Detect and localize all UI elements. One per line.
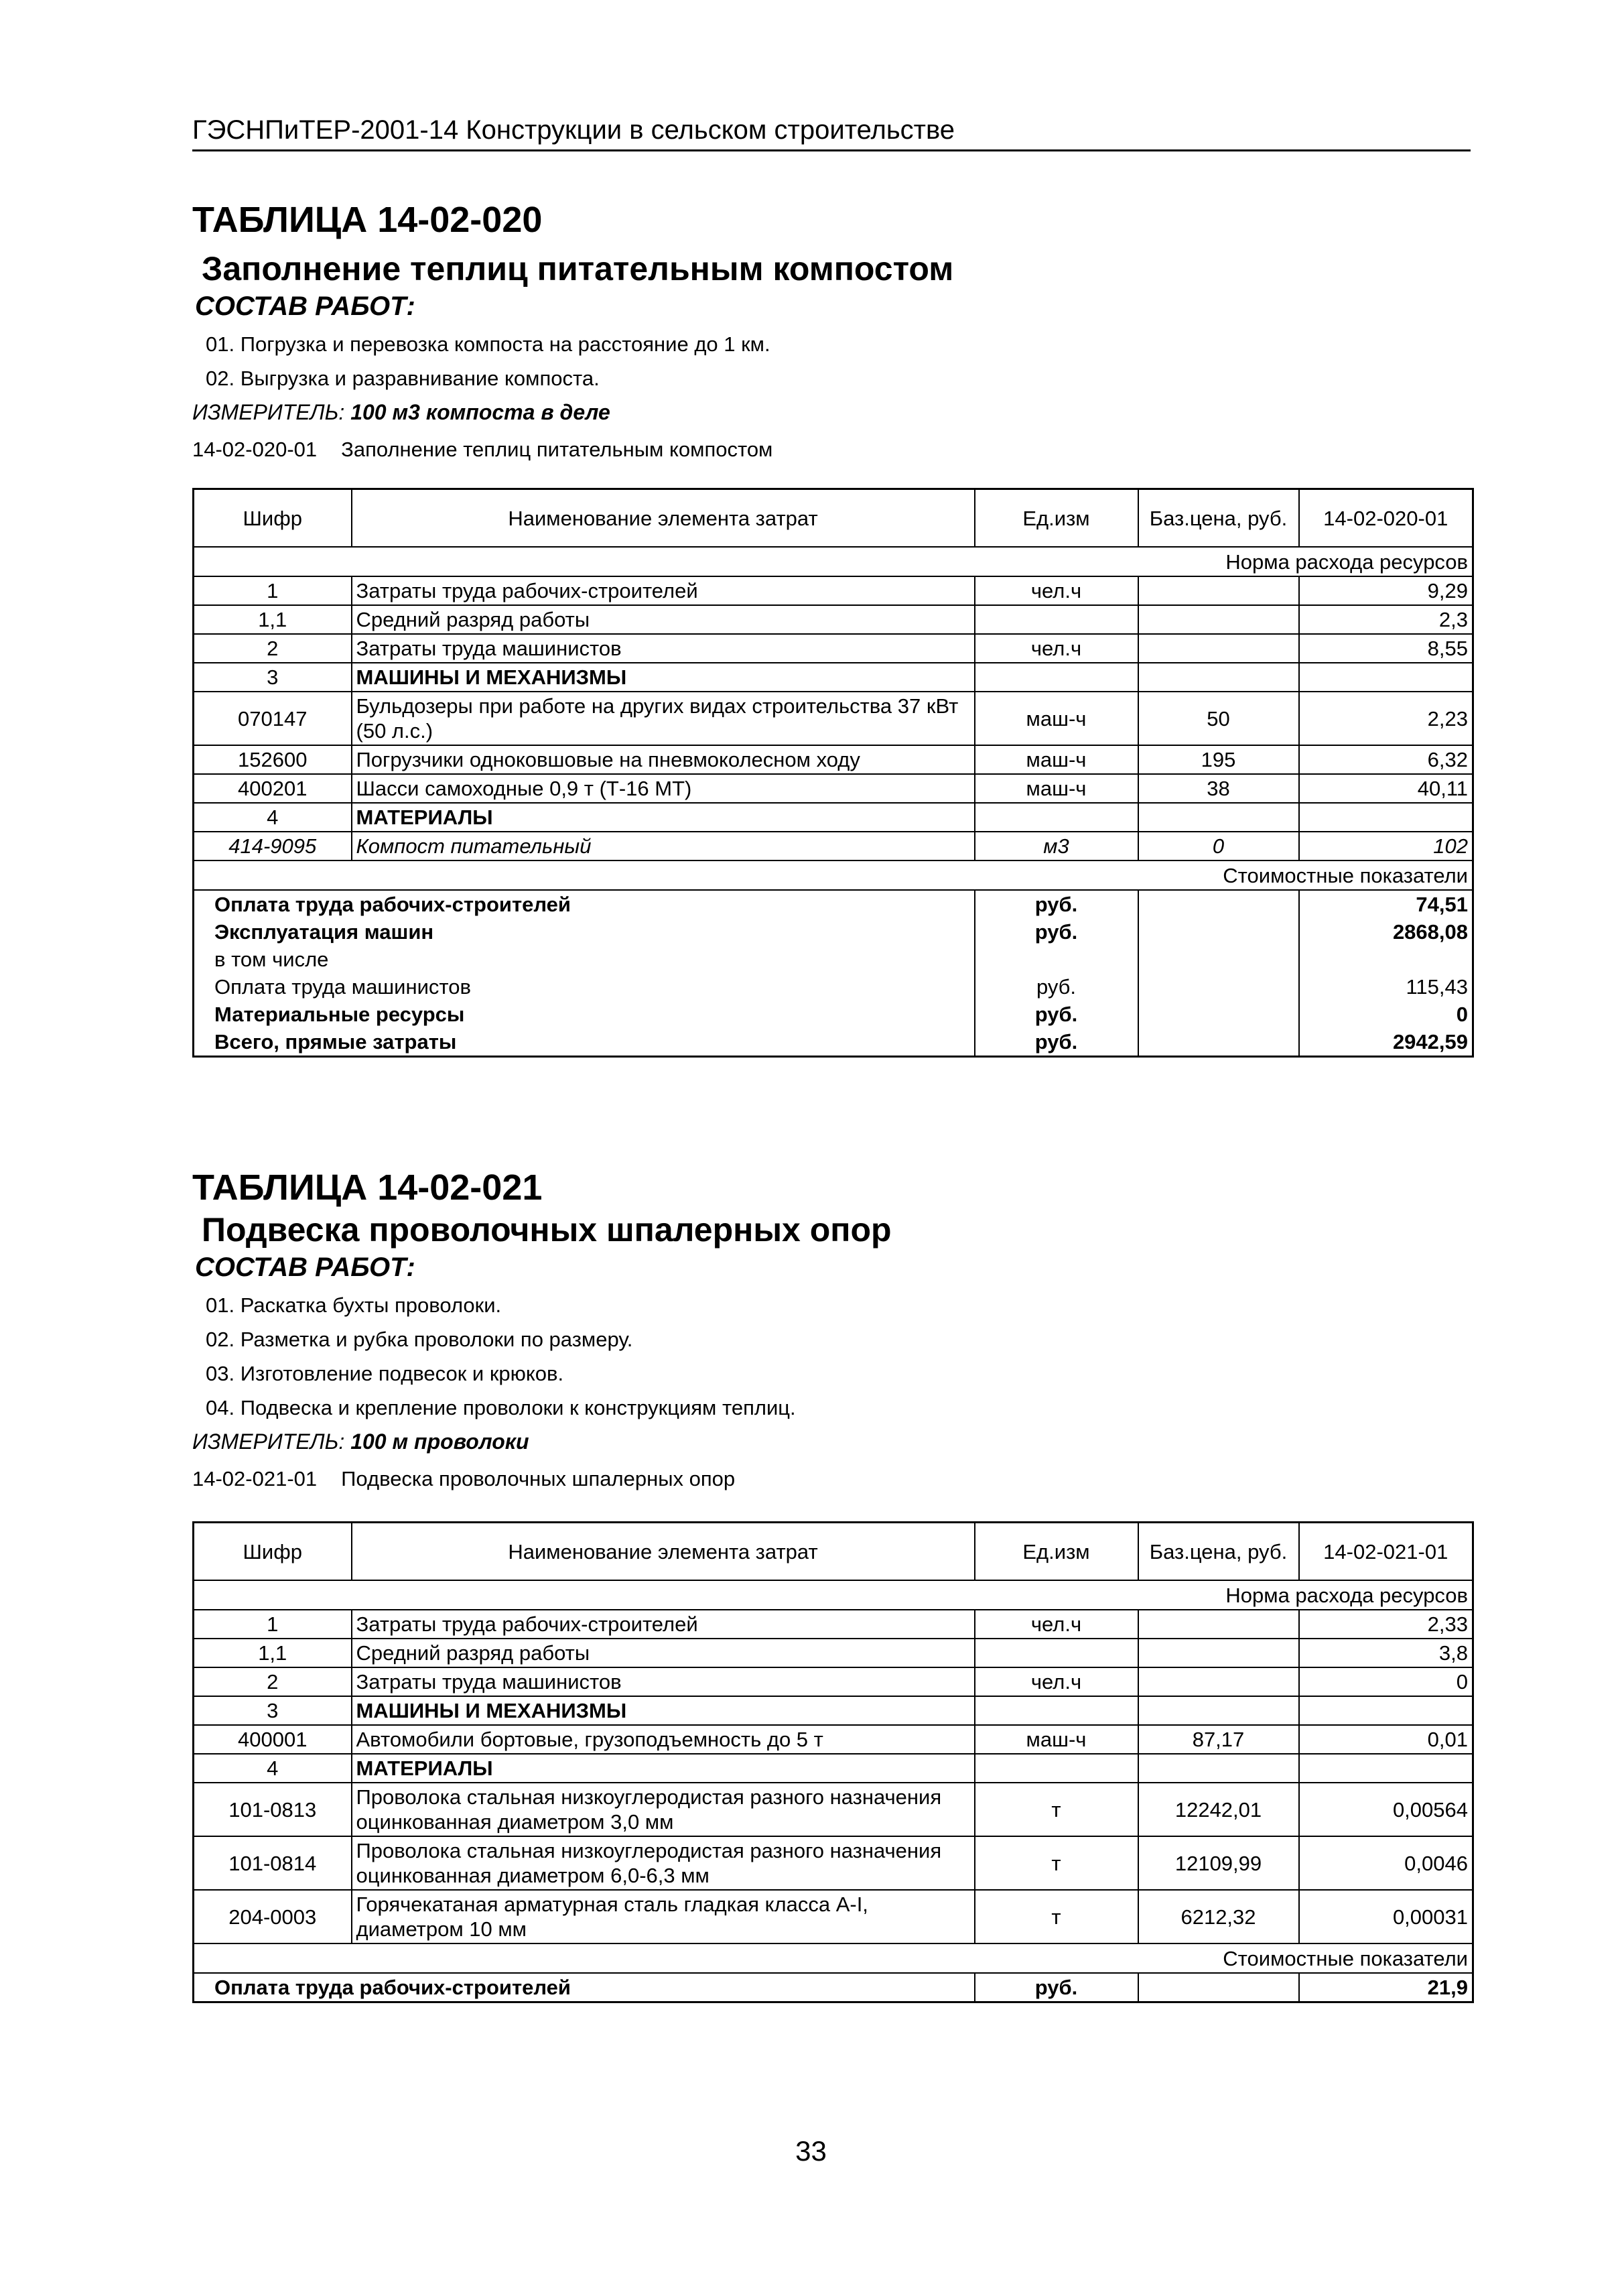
summary-name: Эксплуатация машин xyxy=(194,918,975,946)
summary-unit: руб. xyxy=(975,1001,1138,1028)
row-code: 3 xyxy=(194,663,352,692)
row-price xyxy=(1138,634,1299,663)
table-row xyxy=(194,1696,1473,1725)
row-name: Проволока стальная низкоуглеродистая разного назначения оцинкованная диаметром 3,0 мм xyxy=(352,1783,975,1836)
summary-price xyxy=(1138,1001,1299,1028)
row-value xyxy=(1299,1754,1473,1783)
cost-label: Стоимостные показатели xyxy=(194,860,1473,890)
summary-row xyxy=(194,1001,1473,1028)
row-value xyxy=(1299,663,1473,692)
summary-price xyxy=(1138,946,1299,973)
summary-row xyxy=(194,1973,1473,2002)
row-value: 0,0046 xyxy=(1299,1836,1473,1890)
row-unit: маш-ч xyxy=(975,1725,1138,1754)
row-price xyxy=(1138,1610,1299,1639)
section-subtitle: Заполнение теплиц питательным компостом xyxy=(202,250,954,288)
summary-value: 2942,59 xyxy=(1299,1028,1473,1057)
summary-name: Оплата труда рабочих-строителей xyxy=(194,890,975,918)
row-name: Шасси самоходные 0,9 т (Т-16 МТ) xyxy=(352,774,975,803)
column-header: 14-02-021-01 xyxy=(1299,1523,1473,1581)
summary-name: в том числе xyxy=(194,946,975,973)
row-unit: чел.ч xyxy=(975,576,1138,605)
row-unit xyxy=(975,1639,1138,1667)
row-value: 2,23 xyxy=(1299,692,1473,745)
table-header-row xyxy=(194,1523,1473,1581)
table-row xyxy=(194,1610,1473,1639)
measure xyxy=(192,1425,1472,1458)
table-row xyxy=(194,1667,1473,1696)
row-name: Затраты труда машинистов xyxy=(352,1667,975,1696)
table-row xyxy=(194,1836,1473,1890)
norm-code-line xyxy=(192,1458,1472,1500)
row-value: 8,55 xyxy=(1299,634,1473,663)
row-unit: чел.ч xyxy=(975,634,1138,663)
row-code: 152600 xyxy=(194,745,352,774)
section-14-02-020 xyxy=(192,198,1472,1054)
row-price xyxy=(1138,663,1299,692)
row-code: 3 xyxy=(194,1696,352,1725)
norm-code-name: Подвеска проволочных шпалерных опор xyxy=(341,1467,736,1490)
summary-unit: руб. xyxy=(975,973,1138,1001)
table-row xyxy=(194,803,1473,832)
row-name: МАТЕРИАЛЫ xyxy=(352,1754,975,1783)
row-code: 400001 xyxy=(194,1725,352,1754)
section-14-02-021 xyxy=(192,1166,1472,1999)
column-header: Шифр xyxy=(194,489,352,548)
norm-label: Норма расхода ресурсов xyxy=(194,547,1473,576)
cost-label: Стоимостные показатели xyxy=(194,1943,1473,1973)
column-header: Наименование элемента затрат xyxy=(352,1523,975,1581)
row-price: 12242,01 xyxy=(1138,1783,1299,1836)
row-price: 195 xyxy=(1138,745,1299,774)
row-unit xyxy=(975,605,1138,634)
measure xyxy=(192,395,1472,429)
column-header: 14-02-020-01 xyxy=(1299,489,1473,548)
row-price xyxy=(1138,1667,1299,1696)
row-name: Затраты труда машинистов xyxy=(352,634,975,663)
row-code: 4 xyxy=(194,1754,352,1783)
row-price: 6212,32 xyxy=(1138,1890,1299,1943)
work-item: 04. Подвеска и крепление проволоки к конструкциям теплиц. xyxy=(206,1396,796,1419)
row-name: МАШИНЫ И МЕХАНИЗМЫ xyxy=(352,1696,975,1725)
works-label: СОСТАВ РАБОТ: xyxy=(195,292,415,321)
table-row xyxy=(194,1754,1473,1783)
table-row xyxy=(194,1783,1473,1836)
cost-band-row xyxy=(194,1943,1473,1973)
summary-value: 2868,08 xyxy=(1299,918,1473,946)
row-name: Компост питательный xyxy=(352,832,975,860)
row-code: 070147 xyxy=(194,692,352,745)
works-list xyxy=(192,1288,1472,1425)
row-value: 40,11 xyxy=(1299,774,1473,803)
row-unit: м3 xyxy=(975,832,1138,860)
row-price xyxy=(1138,576,1299,605)
row-name: Бульдозеры при работе на других видах строительства 37 кВт (50 л.с.) xyxy=(352,692,975,745)
row-code: 101-0813 xyxy=(194,1783,352,1836)
norm-label: Норма расхода ресурсов xyxy=(194,1580,1473,1610)
page-header: ГЭСНПиТЕР-2001-14 Конструкции в сельском строительстве xyxy=(192,115,1471,151)
summary-row xyxy=(194,946,1473,973)
summary-price xyxy=(1138,918,1299,946)
summary-value xyxy=(1299,946,1473,973)
page-number: 33 xyxy=(795,2135,827,2167)
summary-value: 74,51 xyxy=(1299,890,1473,918)
work-item: 01. Раскатка бухты проволоки. xyxy=(206,1293,502,1317)
row-name: Затраты труда рабочих-строителей xyxy=(352,1610,975,1639)
summary-price xyxy=(1138,1028,1299,1057)
summary-unit xyxy=(975,946,1138,973)
row-value: 2,3 xyxy=(1299,605,1473,634)
row-code: 414-9095 xyxy=(194,832,352,860)
row-name: Горячекатаная арматурная сталь гладкая класса А-I, диаметром 10 мм xyxy=(352,1890,975,1943)
norm-code-line xyxy=(192,429,1472,470)
summary-value: 21,9 xyxy=(1299,1973,1473,2002)
resource-table xyxy=(192,488,1474,1058)
resource-table xyxy=(192,1521,1474,2003)
row-value: 9,29 xyxy=(1299,576,1473,605)
row-name: Средний разряд работы xyxy=(352,1639,975,1667)
summary-price xyxy=(1138,973,1299,1001)
row-name: МАТЕРИАЛЫ xyxy=(352,803,975,832)
row-name: Средний разряд работы xyxy=(352,605,975,634)
table-row xyxy=(194,663,1473,692)
row-value: 0,01 xyxy=(1299,1725,1473,1754)
row-price xyxy=(1138,1639,1299,1667)
summary-price xyxy=(1138,890,1299,918)
row-value xyxy=(1299,1696,1473,1725)
summary-value: 115,43 xyxy=(1299,973,1473,1001)
summary-name: Оплата труда машинистов xyxy=(194,973,975,1001)
table-row xyxy=(194,634,1473,663)
row-value: 6,32 xyxy=(1299,745,1473,774)
row-value: 102 xyxy=(1299,832,1473,860)
work-item: 03. Изготовление подвесок и крюков. xyxy=(206,1362,564,1385)
row-value: 0,00031 xyxy=(1299,1890,1473,1943)
column-header: Баз.цена, руб. xyxy=(1138,1523,1299,1581)
column-header: Ед.изм xyxy=(975,1523,1138,1581)
table-row xyxy=(194,832,1473,860)
section-title: ТАБЛИЦА 14-02-020 xyxy=(192,200,543,240)
row-price: 87,17 xyxy=(1138,1725,1299,1754)
work-item: 02. Выгрузка и разравнивание компоста. xyxy=(206,367,600,390)
row-unit: т xyxy=(975,1836,1138,1890)
row-code: 2 xyxy=(194,634,352,663)
row-value: 0,00564 xyxy=(1299,1783,1473,1836)
table-row xyxy=(194,1890,1473,1943)
measure-value: 100 м3 компоста в деле xyxy=(350,400,610,424)
row-code: 204-0003 xyxy=(194,1890,352,1943)
row-code: 4 xyxy=(194,803,352,832)
row-code: 400201 xyxy=(194,774,352,803)
row-price xyxy=(1138,803,1299,832)
cost-band-row xyxy=(194,860,1473,890)
row-unit: маш-ч xyxy=(975,692,1138,745)
row-value: 0 xyxy=(1299,1667,1473,1696)
summary-row xyxy=(194,973,1473,1001)
row-unit xyxy=(975,803,1138,832)
column-header: Наименование элемента затрат xyxy=(352,489,975,548)
column-header: Баз.цена, руб. xyxy=(1138,489,1299,548)
works-list xyxy=(192,327,1472,395)
norm-code-name: Заполнение теплиц питательным компостом xyxy=(341,438,773,461)
table-header-row xyxy=(194,489,1473,548)
summary-unit: руб. xyxy=(975,890,1138,918)
summary-price xyxy=(1138,1973,1299,2002)
table-row xyxy=(194,692,1473,745)
row-price xyxy=(1138,605,1299,634)
measure-value: 100 м проволоки xyxy=(350,1429,529,1454)
measure-label: ИЗМЕРИТЕЛЬ: xyxy=(192,400,345,424)
table-row xyxy=(194,1639,1473,1667)
row-value: 3,8 xyxy=(1299,1639,1473,1667)
row-unit: т xyxy=(975,1890,1138,1943)
row-unit xyxy=(975,663,1138,692)
row-name: Автомобили бортовые, грузоподъемность до 5 т xyxy=(352,1725,975,1754)
row-price: 12109,99 xyxy=(1138,1836,1299,1890)
table-row xyxy=(194,576,1473,605)
row-name: Погрузчики одноковшовые на пневмоколесном ходу xyxy=(352,745,975,774)
summary-unit: руб. xyxy=(975,918,1138,946)
row-code: 2 xyxy=(194,1667,352,1696)
row-price xyxy=(1138,1696,1299,1725)
section-title: ТАБЛИЦА 14-02-021 xyxy=(192,1167,543,1208)
row-price xyxy=(1138,1754,1299,1783)
norm-band-row xyxy=(194,1580,1473,1610)
column-header: Ед.изм xyxy=(975,489,1138,548)
row-unit: маш-ч xyxy=(975,745,1138,774)
row-unit: маш-ч xyxy=(975,774,1138,803)
work-item: 01. Погрузка и перевозка компоста на расстояние до 1 км. xyxy=(206,332,770,356)
row-price: 0 xyxy=(1138,832,1299,860)
row-code: 1 xyxy=(194,576,352,605)
row-price: 38 xyxy=(1138,774,1299,803)
norm-band-row xyxy=(194,547,1473,576)
row-price: 50 xyxy=(1138,692,1299,745)
norm-code: 14-02-021-01 xyxy=(192,1467,318,1490)
summary-row xyxy=(194,890,1473,918)
table-row xyxy=(194,1725,1473,1754)
summary-row xyxy=(194,918,1473,946)
table-row xyxy=(194,605,1473,634)
row-name: Затраты труда рабочих-строителей xyxy=(352,576,975,605)
summary-name: Всего, прямые затраты xyxy=(194,1028,975,1057)
table-row xyxy=(194,774,1473,803)
row-unit xyxy=(975,1754,1138,1783)
row-name: МАШИНЫ И МЕХАНИЗМЫ xyxy=(352,663,975,692)
table-row xyxy=(194,745,1473,774)
work-item: 02. Разметка и рубка проволоки по размеру. xyxy=(206,1328,633,1351)
row-code: 1,1 xyxy=(194,1639,352,1667)
summary-unit: руб. xyxy=(975,1028,1138,1057)
column-header: Шифр xyxy=(194,1523,352,1581)
summary-value: 0 xyxy=(1299,1001,1473,1028)
summary-row xyxy=(194,1028,1473,1057)
section-subtitle: Подвеска проволочных шпалерных опор xyxy=(202,1211,892,1249)
summary-unit: руб. xyxy=(975,1973,1138,2002)
summary-name: Оплата труда рабочих-строителей xyxy=(194,1973,975,2002)
row-code: 101-0814 xyxy=(194,1836,352,1890)
row-value xyxy=(1299,803,1473,832)
row-unit: чел.ч xyxy=(975,1667,1138,1696)
row-name: Проволока стальная низкоуглеродистая разного назначения оцинкованная диаметром 6,0-6,3 мм xyxy=(352,1836,975,1890)
row-unit xyxy=(975,1696,1138,1725)
row-code: 1 xyxy=(194,1610,352,1639)
measure-label: ИЗМЕРИТЕЛЬ: xyxy=(192,1429,345,1454)
row-value: 2,33 xyxy=(1299,1610,1473,1639)
norm-code: 14-02-020-01 xyxy=(192,438,318,461)
summary-name: Материальные ресурсы xyxy=(194,1001,975,1028)
works-label: СОСТАВ РАБОТ: xyxy=(195,1253,415,1282)
row-code: 1,1 xyxy=(194,605,352,634)
row-unit: чел.ч xyxy=(975,1610,1138,1639)
row-unit: т xyxy=(975,1783,1138,1836)
